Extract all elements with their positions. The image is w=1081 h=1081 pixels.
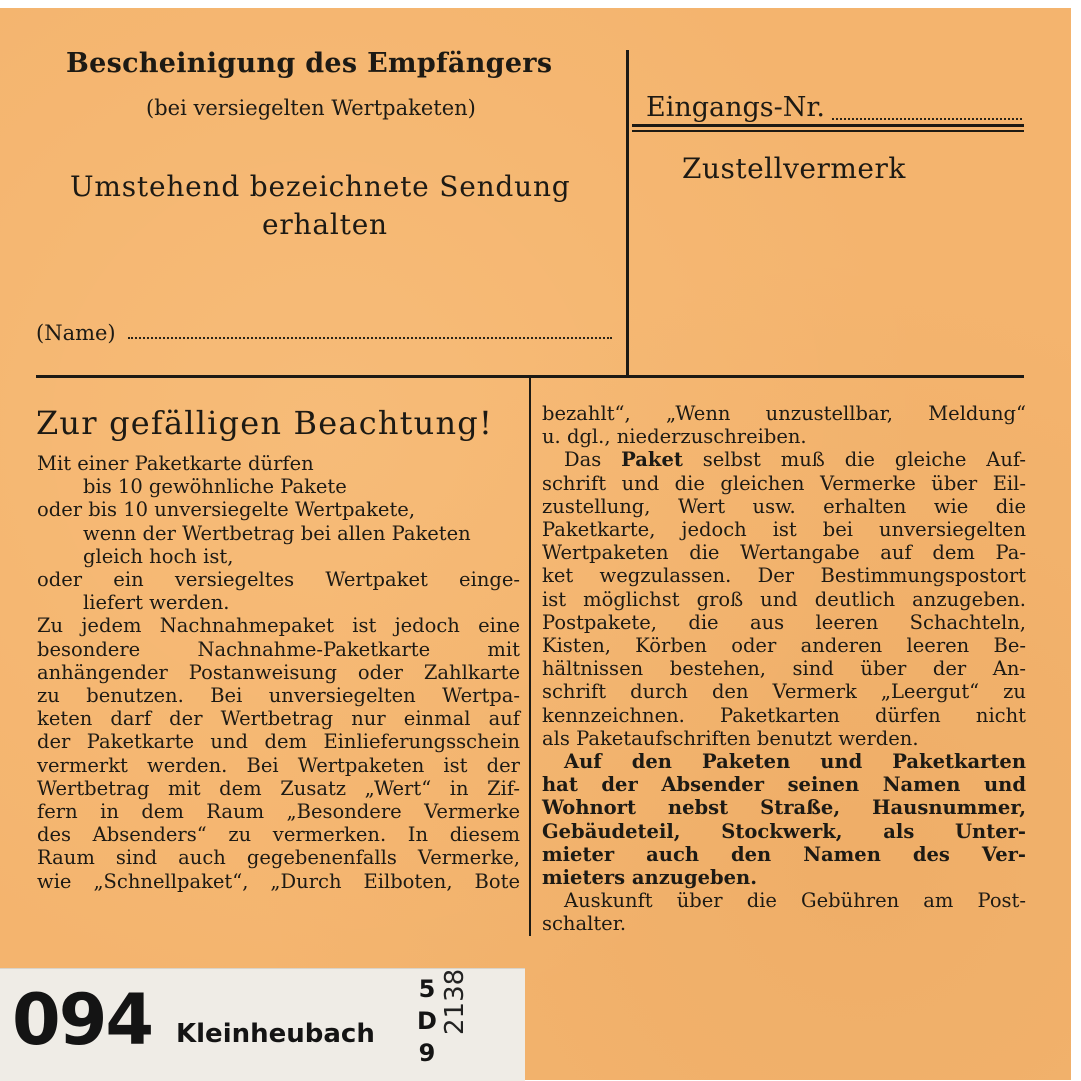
- right-line: Postpakete, die aus leeren Schachteln,: [542, 610, 1026, 634]
- left-line: zu benutzen. Bei unversiegelten Wertpa-: [37, 684, 520, 708]
- right-line: Auskunft über die Gebühren am Post-: [564, 889, 1026, 913]
- left-line: Wertbetrag mit dem Zusatz „Wert“ in Zif-: [37, 776, 520, 800]
- right-line: Wohnort nebst Straße, Hausnummer,: [542, 796, 1026, 820]
- left-line: besondere Nachnahme-Paketkarte mit: [37, 637, 520, 661]
- left-line: des Absenders“ zu vermerken. In diesem: [37, 823, 520, 847]
- right-line: Paketkarte, jedoch ist bei unversiegelten: [542, 518, 1026, 542]
- left-line: oder ein versiegeltes Wertpaket einge-: [37, 568, 520, 592]
- left-line: vermerkt werden. Bei Wertpaketen ist der: [37, 753, 520, 777]
- left-line: wie „Schnellpaket“, „Durch Eilboten, Bote: [37, 869, 520, 893]
- left-line: Mit einer Paketkarte dürfen: [37, 452, 314, 475]
- left-line: keten darf der Wertbetrag nur einmal auf: [37, 707, 520, 731]
- receipt-title: Bescheinigung des Empfängers: [66, 48, 553, 79]
- left-line: liefert werden.: [83, 591, 230, 615]
- label-code-2: D: [417, 1007, 437, 1035]
- eingang-field-dots: [832, 118, 1022, 120]
- right-line: Das Paket selbst muß die gleiche Auf-: [564, 448, 1026, 472]
- label-number: 094: [12, 979, 153, 1061]
- left-line: bis 10 gewöhnliche Pakete: [83, 475, 347, 499]
- notice-heading: Zur gefälligen Beachtung!: [36, 404, 494, 442]
- right-line: als Paketaufschriften benutzt werden.: [542, 726, 919, 750]
- left-line: der Paketkarte und dem Einlieferungsschein: [37, 730, 520, 754]
- name-field-dots: [128, 337, 612, 339]
- left-line: gleich hoch ist,: [83, 544, 234, 568]
- right-line: u. dgl., niederzuschreiben.: [542, 425, 807, 449]
- receipt-line-2: erhalten: [262, 208, 388, 241]
- notice-right-column: [542, 402, 1026, 936]
- scan-edge-top: [0, 0, 1081, 8]
- eingang-rule-2: [632, 130, 1024, 132]
- divider-vertical-top: [626, 50, 629, 375]
- label-code-1: 5: [418, 975, 436, 1003]
- receipt-subtitle: (bei versiegelten Wertpaketen): [146, 96, 476, 120]
- right-line: Gebäudeteil, Stockwerk, als Unter-: [542, 819, 1026, 843]
- left-line: Zu jedem Nachnahmepaket ist jedoch eine: [37, 614, 520, 638]
- label-town: Kleinheubach: [176, 1019, 375, 1049]
- right-line: schalter.: [542, 912, 627, 936]
- right-line: zustellung, Wert usw. erhalten wie die: [542, 494, 1026, 518]
- right-line: Auf den Paketen und Paketkarten: [564, 750, 1026, 774]
- notice-left-column: [37, 452, 520, 893]
- right-line: hältnissen bestehen, sind über der An-: [542, 657, 1026, 681]
- scan-edge-right: [1071, 0, 1081, 1080]
- right-line: bezahlt“, „Wenn unzustellbar, Meldung“: [542, 402, 1026, 425]
- left-line: Raum sind auch gegebenenfalls Vermerke,: [37, 846, 520, 870]
- right-line: Wertpaketen die Wertangabe auf dem Pa-: [542, 541, 1026, 565]
- place-label-sticker: [0, 968, 525, 1081]
- right-line: hat der Absender seinen Namen und: [542, 773, 1026, 797]
- zustellvermerk-label: Zustellvermerk: [682, 152, 906, 185]
- right-line: mieter auch den Namen des Ver-: [542, 842, 1026, 866]
- eingang-rule-1: [632, 124, 1024, 127]
- left-line: oder bis 10 unversiegelte Wertpakete,: [37, 498, 416, 522]
- divider-vertical-bottom: [529, 378, 531, 936]
- right-line: mieters anzugeben.: [542, 866, 758, 890]
- right-line: ket wegzulassen. Der Bestimmungspostort: [542, 564, 1026, 588]
- left-line: fern in dem Raum „Besondere Vermerke: [37, 800, 520, 824]
- right-line: kennzeichnen. Paketkarten dürfen nicht: [542, 703, 1026, 727]
- name-label: (Name): [36, 321, 116, 345]
- label-code-letters: [415, 973, 439, 1069]
- label-code-vertical: 2138: [440, 968, 470, 1035]
- right-line: ist möglichst groß und deutlich anzugeben.: [542, 587, 1026, 611]
- left-line: anhängender Postanweisung oder Zahlkarte: [37, 660, 520, 684]
- label-code-3: 9: [418, 1039, 436, 1067]
- eingang-label: Eingangs-Nr.: [646, 92, 825, 123]
- right-line: schrift durch den Vermerk „Leergut“ zu: [542, 680, 1026, 704]
- right-line: Kisten, Körben oder anderen leeren Be-: [542, 634, 1026, 658]
- right-line: schrift und die gleichen Vermerke über Eil-: [542, 471, 1026, 495]
- left-line: wenn der Wertbetrag bei allen Paketen: [83, 521, 471, 545]
- receipt-line-1: Umstehend bezeichnete Sendung: [70, 170, 571, 203]
